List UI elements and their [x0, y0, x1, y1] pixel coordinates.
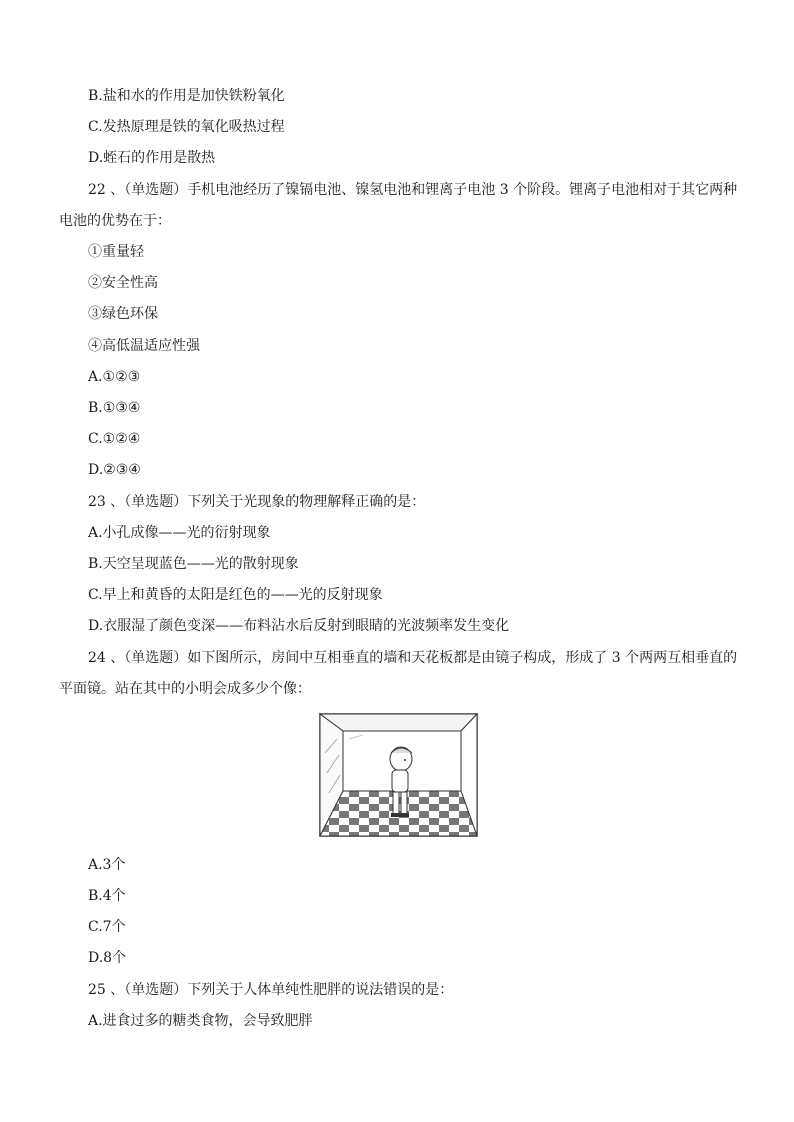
- q25-option-a: A.进食过多的糖类食物，会导致肥胖: [88, 1013, 313, 1029]
- q22-option-d: D.②③④: [88, 462, 141, 478]
- q22-option-b: B.①③④: [88, 400, 141, 416]
- mirror-room-svg: [319, 713, 478, 837]
- q22-item-3: ③绿色环保: [88, 306, 158, 322]
- q23-option-b: B.天空呈现蓝色——光的散射现象: [88, 556, 299, 572]
- q22-option-c: C.①②④: [88, 431, 141, 447]
- ceiling-mirror: [320, 714, 477, 731]
- q22-stem-line1: 22 、（单选题）手机电池经历了镍镉电池、镍氢电池和锂离子电池 3 个阶段。锂离子电池相对于其它两种: [88, 182, 738, 198]
- q22-item-1: ①重量轻: [88, 244, 144, 260]
- q23-option-c: C.早上和黄昏的太阳是红色的——光的反射现象: [88, 587, 383, 603]
- q24-stem-line2: 平面镜。站在其中的小明会成多少个像：: [59, 681, 311, 697]
- q24-option-c: C.7个: [88, 919, 126, 935]
- q23-option-d: D.衣服湿了颜色变深——布料沾水后反射到眼睛的光波频率发生变化: [88, 618, 510, 634]
- prev-option-c: C.发热原理是铁的氧化吸热过程: [88, 119, 285, 135]
- q22-stem-line2: 电池的优势在于：: [59, 213, 171, 229]
- q24-option-d: D.8个: [88, 950, 127, 966]
- q23-stem: 23 、（单选题）下列关于光现象的物理解释正确的是：: [88, 494, 426, 510]
- prev-option-d: D.蛭石的作用是散热: [88, 150, 216, 166]
- q24-option-a: A.3个: [88, 857, 126, 873]
- q22-option-a: A.①②③: [88, 369, 141, 385]
- q24-stem-line1: 24 、（单选题）如下图所示，房间中互相垂直的墙和天花板都是由镜子构成，形成了 3 个两两互相垂直的: [88, 650, 738, 666]
- q24-option-b: B.4个: [88, 888, 126, 904]
- q22-item-4: ④高低温适应性强: [88, 338, 200, 354]
- mirror-room-illustration: [319, 713, 478, 837]
- prev-option-b: B.盐和水的作用是加快铁粉氧化: [88, 88, 285, 104]
- q23-option-a: A.小孔成像——光的衍射现象: [88, 525, 271, 541]
- q22-item-2: ②安全性高: [88, 275, 158, 291]
- q25-stem: 25 、（单选题）下列关于人体单纯性肥胖的说法错误的是：: [88, 982, 454, 998]
